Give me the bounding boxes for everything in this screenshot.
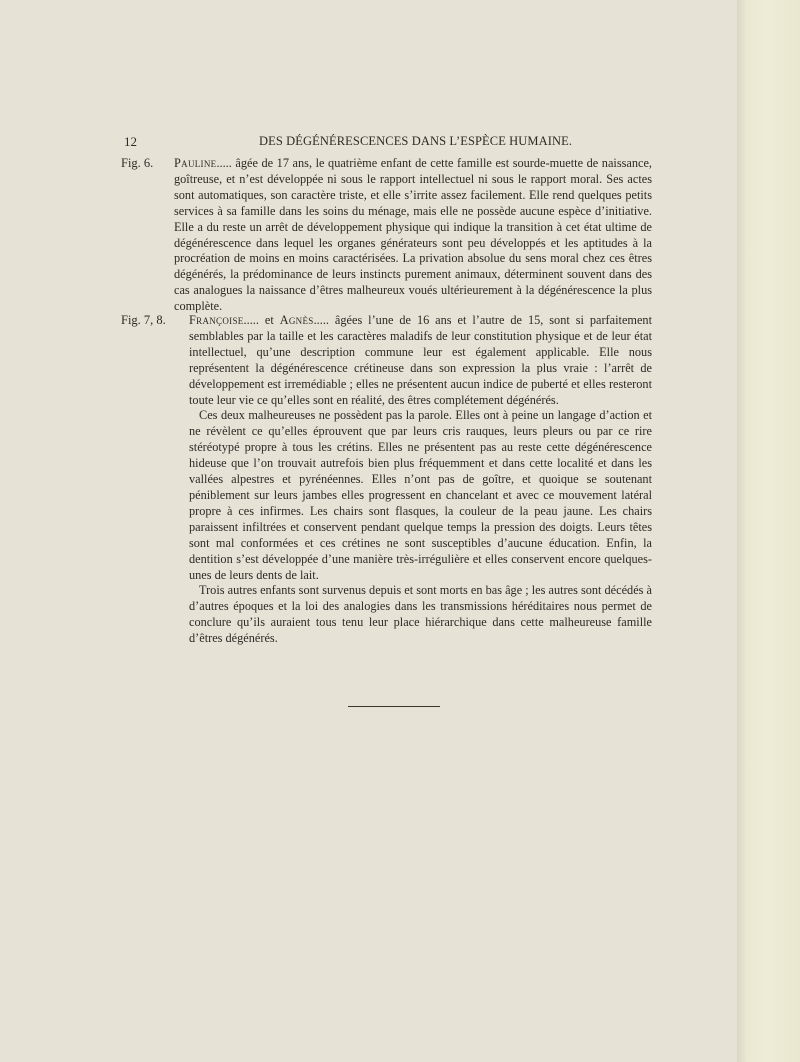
page-header: [124, 134, 648, 152]
person-name: Françoise: [189, 313, 244, 327]
paragraph-text: âgée de 17 ans, le quatrième enfant de cette famille est sourde-muette de naissance, goîtreuse, et n’est développée ni sous le rapport intellectuel ni sous le rapport moral. Ses actes sont automatiques, son caractère triste, et elle s’irrite assez facilement. Elle rend quelques petits services à sa famille dans les soins du ménage, mais elle ne possède aucune espèce d’initiative. Elle a du reste un arrêt de développement physique qui indique la transition à cet état ultime de dégénérescence dans lequel les organes générateurs sont peu développés et les aptitudes à la procréation de moins en moins caractérisées. La privation absolue du sens moral chez ces êtres dégénérés, la prédominance de leurs instincts purement animaux, déterminent souvent dans des cas analogues la naissance d’êtres malheureux voués ultérieurement à la dégénérescence la plus complète.: [174, 156, 652, 314]
paragraph-text: âgées l’une de 16 ans et l’autre de 15, sont si parfaitement semblables par la taille et les caractères maladifs de leur constitution physique et de leur état intellectuel, qu’une description commune leur est également applicable. Elle nous représentent la dégénérescence crétineuse dans son expression la plus vraie : l’arrêt de développement est irremédiable ; elles ne présentent aucun indice de puberté et elles resteront toute leur vie ce qu’elles sont en réalité, des êtres complétement dégénérés.: [189, 313, 652, 407]
fig-label: Fig. 6.: [121, 156, 154, 170]
paragraph: Trois autres enfants sont survenus depuis et sont morts en bas âge ; les autres sont décédés à d’autres époques et la loi des analogies dans les transmissions héréditaires nous permet de conclure qu’ils auraient tous tenu leur place hiérarchique dans cette malheureuse famille d’êtres dégénérés.: [189, 583, 652, 646]
page-edge: [737, 0, 800, 1062]
name-ellipsis: .....: [313, 313, 329, 327]
person-name: Pauline: [174, 156, 217, 170]
paragraph: [189, 313, 652, 408]
paragraph: [174, 156, 652, 315]
fig-label: Fig. 7, 8.: [121, 313, 166, 327]
running-title: DES DÉGÉNÉRESCENCES DANS L’ESPÈCE HUMAINE.: [259, 134, 573, 148]
entry-text: [174, 156, 652, 315]
entry-text: [189, 313, 652, 647]
entry-fig-7-8: [0, 313, 737, 646]
page-number: 12: [124, 134, 137, 149]
person-name-2: Agnès: [279, 313, 314, 327]
paragraph: Ces deux malheureuses ne possèdent pas la parole. Elles ont à peine un langage d’action et ne révèlent ce qu’elles éprouvent que par leurs cris rauques, leurs pleurs ou par ce rire stéréotypé propre à tous les crétins. Elles ne présentent pas au reste cette dégénérescence hideuse que l’on trouvait autrefois bien plus fréquemment et dans cette localité et dans les vallées alpestres et pyrénéennes. Elles n’ont pas de goître, et quoique se soutenant péniblement sur leurs jambes elles progressent en chancelant et avec ce mouvement latéral propre à ces infirmes. Les chairs sont flasques, la couleur de la peau jaune. Les chairs paraissent infiltrées et conservent pendant quelque temps la pression des doigts. Leurs têtes sont mal conformées et ces crétines ne sont susceptibles d’aucune éducation. Enfin, la dentition s’est développée d’une manière très-irrégulière et elles conservent encore quelques-unes de leurs dents de lait.: [189, 408, 652, 582]
entry-fig-6: [0, 156, 737, 314]
section-divider: [348, 706, 440, 707]
name-connector: ..... et: [243, 313, 280, 327]
name-ellipsis: .....: [216, 156, 232, 170]
